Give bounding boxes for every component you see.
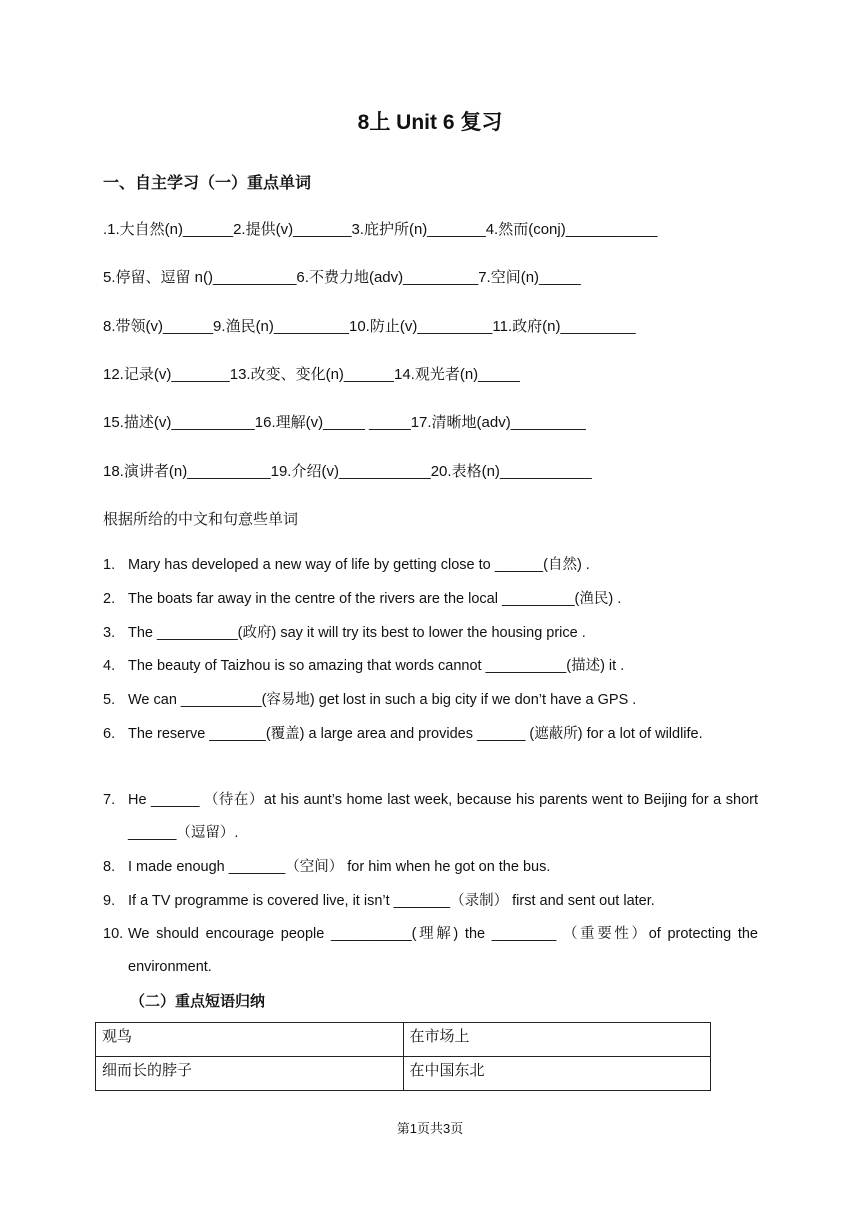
- vocab-line: 8.带领(v)______9.渔民(n)_________10.防止(v)_________11.政府(n)_________: [103, 318, 636, 335]
- exercise-text: We should encourage people __________(理解) the ________ （重要性）of protecting the environment.: [128, 926, 758, 975]
- exercise-number: 6.: [103, 726, 116, 742]
- exercise-item: [103, 684, 758, 717]
- exercise-number: 2.: [103, 591, 116, 607]
- vocab-line: 15.描述(v)__________16.理解(v)_____ _____17.清晰地(adv)_________: [103, 414, 586, 431]
- exercise-text: We can __________(容易地) get lost in such a big city if we don’t have a GPS .: [128, 692, 637, 708]
- exercise-item: [103, 617, 758, 650]
- vocab-line: 12.记录(v)_______13.改变、变化(n)______14.观光者(n)_____: [103, 366, 520, 383]
- table-cell: 在市场上: [403, 1023, 711, 1057]
- exercise-instructions: 根据所给的中文和句意些单词: [103, 511, 299, 528]
- exercise-item: [103, 851, 758, 884]
- page-footer: 第1页共3页: [396, 1121, 464, 1136]
- phrase-table: [95, 1022, 711, 1091]
- vocab-line: .1.大自然(n)______2.提供(v)_______3.庇护所(n)_______4.然而(conj)___________: [103, 221, 658, 238]
- exercise-item: [103, 549, 758, 582]
- exercise-item: [103, 583, 758, 616]
- section-heading-phrases: （二）重点短语归纳: [130, 993, 266, 1010]
- exercise-text: I made enough _______（空间） for him when he got on the bus.: [128, 859, 551, 875]
- table-cell: 在中国东北: [403, 1057, 711, 1091]
- exercise-item: [103, 918, 758, 984]
- exercise-text: He ______ （待在）at his aunt’s home last week, because his parents went to Beijing for a short ______（逗留）.: [128, 792, 758, 841]
- page-title: 8上 Unit 6 复习: [357, 111, 503, 134]
- section-heading-vocab: 一、自主学习（一）重点单词: [103, 175, 312, 192]
- table-cell: 细而长的脖子: [96, 1057, 404, 1091]
- exercise-text: If a TV programme is covered live, it isn’t _______（录制） first and sent out later.: [128, 893, 655, 909]
- exercise-text: The boats far away in the centre of the rivers are the local _________(渔民) .: [128, 591, 622, 607]
- table-cell: 观鸟: [96, 1023, 404, 1057]
- exercise-item: [103, 784, 758, 850]
- exercise-number: 3.: [103, 625, 116, 641]
- exercise-item: [103, 718, 758, 751]
- exercise-number: 8.: [103, 859, 116, 875]
- table-row: [96, 1057, 711, 1091]
- exercise-number: 5.: [103, 692, 116, 708]
- exercise-text: The beauty of Taizhou is so amazing that words cannot __________(描述) it .: [128, 658, 625, 674]
- vocab-line: 5.停留、逗留 n()__________6.不费力地(adv)_________7.空间(n)_____: [103, 269, 581, 286]
- exercise-number: 10.: [103, 926, 124, 942]
- table-row: [96, 1023, 711, 1057]
- exercise-number: 4.: [103, 658, 116, 674]
- exercise-text: Mary has developed a new way of life by getting close to ______(自然) .: [128, 557, 590, 573]
- exercise-item: [103, 650, 758, 683]
- exercise-number: 1.: [103, 557, 116, 573]
- vocab-line: 18.演讲者(n)__________19.介绍(v)___________20.表格(n)___________: [103, 463, 592, 480]
- exercise-number: 9.: [103, 893, 116, 909]
- exercise-item: [103, 885, 758, 918]
- exercise-text: The __________(政府) say it will try its best to lower the housing price .: [128, 625, 586, 641]
- exercise-number: 7.: [103, 792, 116, 808]
- exercise-text: The reserve _______(覆盖) a large area and provides ______ (遮蔽所) for a lot of wildlife.: [128, 726, 703, 742]
